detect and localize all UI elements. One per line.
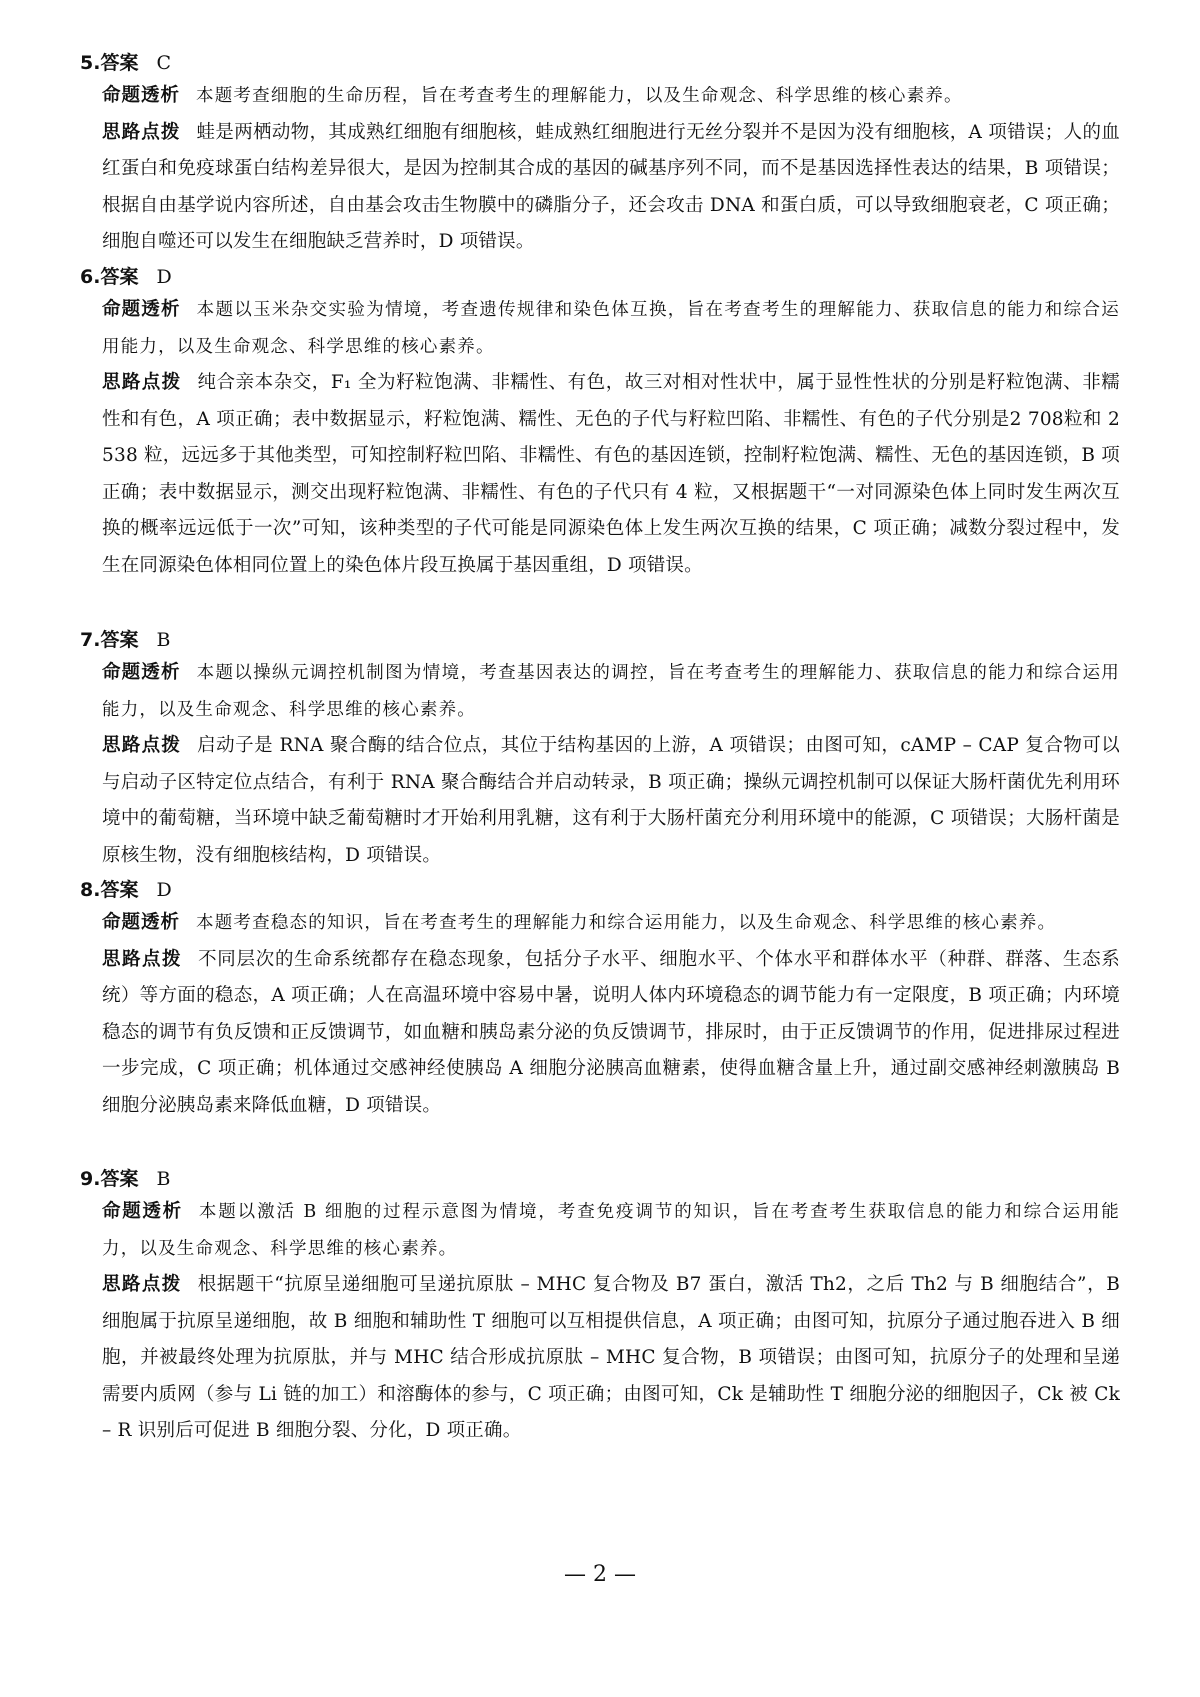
- question-number: 5.: [80, 52, 101, 74]
- answer-value: B: [156, 629, 171, 651]
- answer-label: 答案: [100, 1168, 139, 1190]
- answer-line: [80, 1164, 1120, 1194]
- question-number: 7.: [80, 629, 101, 651]
- analysis-label: 命题透析: [102, 662, 181, 683]
- hint-text: 根据题干“抗原呈递细胞可呈递抗原肽 – MHC 复合物及 B7 蛋白，激活 Th2，之后 Th2 与 B 细胞结合”，B 细胞属于抗原呈递细胞，故 B 细胞和辅助性 T 细胞可以互相提供信息，A 项正确；由图可知，抗原分子通过胞吞进入 B 细胞，并被最终处理为抗原肽，并与 MHC 结合形成抗原肽 – MHC 复合物，B 项错误；由图可知，抗原分子的处理和呈递需要内质网（参与 Li 链的加工）和溶酶体的参与，C 项正确；由图可知，Ck 是辅助性 T 细胞分泌的细胞因子，Ck 被 Ck – R 识别后可促进 B 细胞分裂、分化，D 项正确。: [102, 1274, 1120, 1441]
- analysis-paragraph: [102, 78, 1120, 115]
- hint-paragraph: [102, 365, 1120, 584]
- analysis-paragraph: [102, 1194, 1120, 1267]
- analysis-text: 本题以激活 B 细胞的过程示意图为情境，考查免疫调节的知识，旨在考查考生获取信息的能力和综合运用能力，以及生命观念、科学思维的核心素养。: [102, 1202, 1120, 1259]
- answer-label: 答案: [100, 879, 139, 901]
- hint-text: 不同层次的生命系统都存在稳态现象，包括分子水平、细胞水平、个体水平和群体水平（种群、群落、生态系统）等方面的稳态，A 项正确；人在高温环境中容易中暑，说明人体内环境稳态的调节能力有一定限度，B 项正确；内环境稳态的调节有负反馈和正反馈调节，如血糖和胰岛素分泌的负反馈调节，排尿时，由于正反馈调节的作用，促进排尿过程进一步完成，C 项正确；机体通过交感神经使胰岛 A 细胞分泌胰高血糖素，使得血糖含量上升，通过副交感神经刺激胰岛 B 细胞分泌胰岛素来降低血糖，D 项错误。: [102, 948, 1120, 1116]
- hint-text: 纯合亲本杂交，F₁ 全为籽粒饱满、非糯性、有色，故三对相对性状中，属于显性性状的分别是籽粒饱满、非糯性和有色，A 项正确；表中数据显示，籽粒饱满、糯性、无色的子代与籽粒凹陷、非糯性、有色的子代分别是2 708粒和 2 538 粒，远远多于其他类型，可知控制籽粒凹陷、非糯性、有色的基因连锁，控制籽粒饱满、糯性、无色的基因连锁，B 项正确；表中数据显示，测交出现籽粒饱满、非糯性、有色的子代只有 4 粒，又根据题干“一对同源染色体上同时发生两次互换的概率远远低于一次”可知，该种类型的子代可能是同源染色体上发生两次互换的结果，C 项正确；减数分裂过程中，发生在同源染色体相同位置上的染色体片段互换属于基因重组，D 项错误。: [102, 372, 1120, 576]
- answer-line: [80, 48, 1120, 78]
- answer-line: [80, 262, 1120, 292]
- hint-paragraph: [102, 942, 1120, 1125]
- analysis-paragraph: [102, 292, 1120, 365]
- hint-label: 思路点拨: [102, 1274, 182, 1295]
- analysis-text: 本题以玉米杂交实验为情境，考查遗传规律和染色体互换，旨在考查考生的理解能力、获取信息的能力和综合运用能力，以及生命观念、科学思维的核心素养。: [102, 300, 1120, 357]
- answer-label: 答案: [100, 266, 139, 288]
- question-6: [80, 262, 1120, 584]
- hint-text: 蛙是两栖动物，其成熟红细胞有细胞核，蛙成熟红细胞进行无丝分裂并不是因为没有细胞核，A 项错误；人的血红蛋白和免疫球蛋白结构差异很大，是因为控制其合成的基因的碱基序列不同，而不是基因选择性表达的结果，B 项错误；根据自由基学说内容所述，自由基会攻击生物膜中的磷脂分子，还会攻击 DNA 和蛋白质，可以导致细胞衰老，C 项正确；细胞自噬还可以发生在细胞缺乏营养时，D 项错误。: [102, 121, 1120, 252]
- analysis-label: 命题透析: [102, 85, 181, 106]
- question-number: 6.: [80, 266, 101, 288]
- analysis-paragraph: [102, 905, 1120, 942]
- question-8: [80, 875, 1120, 1124]
- hint-label: 思路点拨: [102, 948, 183, 970]
- hint-label: 思路点拨: [102, 372, 182, 393]
- question-7: [80, 625, 1120, 874]
- question-5: [80, 48, 1120, 261]
- analysis-label: 命题透析: [102, 1201, 183, 1222]
- analysis-text: 本题考查细胞的生命历程，旨在考查考生的理解能力，以及生命观念、科学思维的核心素养。: [196, 86, 963, 106]
- hint-paragraph: [102, 1267, 1120, 1450]
- answer-line: [80, 625, 1120, 655]
- answer-label: 答案: [100, 629, 139, 651]
- hint-paragraph: [102, 728, 1120, 874]
- answer-value: B: [156, 1168, 171, 1190]
- analysis-label: 命题透析: [102, 299, 181, 320]
- analysis-label: 命题透析: [102, 912, 181, 933]
- analysis-text: 本题以操纵元调控机制图为情境，考查基因表达的调控，旨在考查考生的理解能力、获取信息的能力和综合运用能力，以及生命观念、科学思维的核心素养。: [102, 663, 1120, 720]
- answer-value: C: [156, 52, 172, 74]
- hint-label: 思路点拨: [102, 121, 181, 143]
- answer-label: 答案: [100, 52, 139, 74]
- hint-label: 思路点拨: [102, 735, 182, 756]
- question-number: 9.: [80, 1168, 101, 1190]
- hint-paragraph: [102, 115, 1120, 261]
- analysis-paragraph: [102, 655, 1120, 728]
- answer-value: D: [156, 879, 172, 901]
- analysis-text: 本题考查稳态的知识，旨在考查考生的理解能力和综合运用能力，以及生命观念、科学思维的核心素养。: [196, 913, 1057, 933]
- answer-line: [80, 875, 1120, 905]
- hint-text: 启动子是 RNA 聚合酶的结合位点，其位于结构基因的上游，A 项错误；由图可知，cAMP – CAP 复合物可以与启动子区特定位点结合，有利于 RNA 聚合酶结合并启动转录，B 项正确；操纵元调控机制可以保证大肠杆菌优先利用环境中的葡萄糖，当环境中缺乏葡萄糖时才开始利用乳糖，这有利于大肠杆菌充分利用环境中的能源，C 项错误；大肠杆菌是原核生物，没有细胞核结构，D 项错误。: [102, 735, 1120, 866]
- question-9: [80, 1164, 1120, 1450]
- page-number: — 2 —: [564, 1562, 636, 1587]
- question-number: 8.: [80, 879, 101, 901]
- answer-value: D: [156, 266, 172, 288]
